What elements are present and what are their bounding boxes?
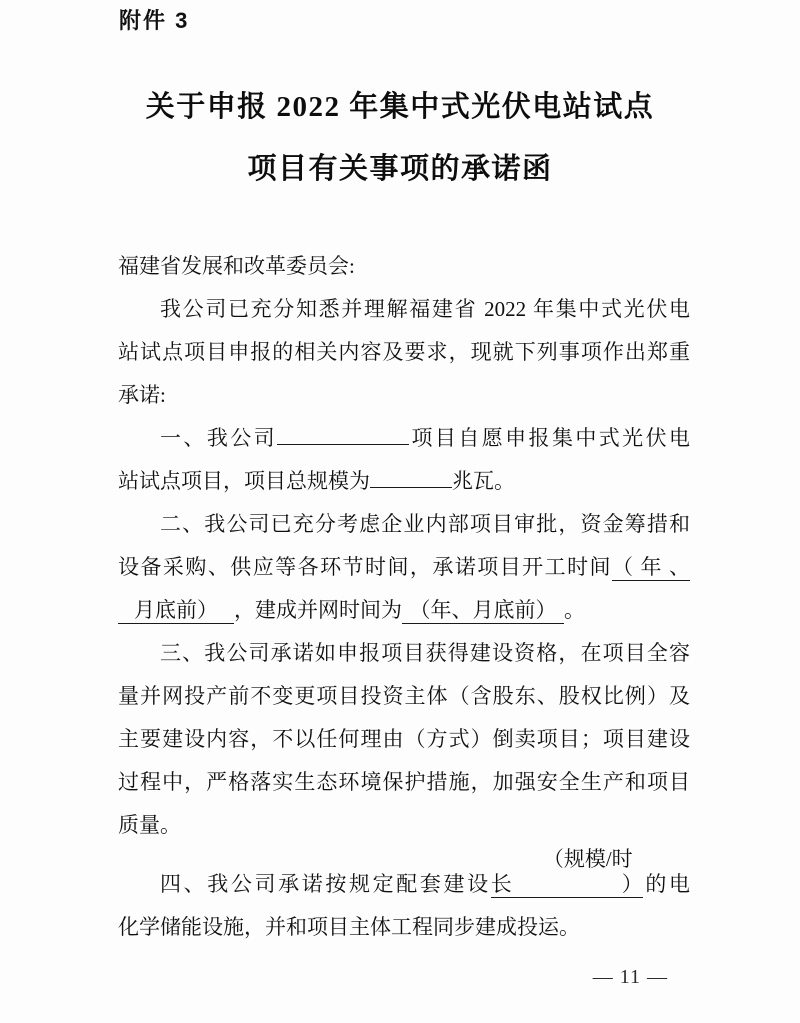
fill-in-blank: （规模/时长） (491, 847, 643, 898)
text-run: 福建省发展和改革委员会: (118, 254, 355, 278)
document-line (118, 761, 690, 804)
text-run: 三、我公司承诺如申报项目获得建设资格，在项目全容 (160, 641, 690, 665)
title-line-2: 项目有关事项的承诺函 (247, 153, 553, 185)
fill-in-blank (370, 466, 452, 488)
text-run: 过程中，严格落实生态环境保护措施，加强安全生产和项目 (118, 770, 690, 794)
page-number: — 11 — (592, 966, 668, 988)
text-run: 化学储能设施，并和项目主体工程同步建成投运。 (118, 915, 580, 940)
document-line (118, 331, 690, 374)
text-run: 项目自愿申报集中式光伏电 (409, 426, 691, 450)
document-line (118, 417, 690, 460)
text-run: 站试点项目申报的相关内容及要求，现就下列事项作出郑重 (118, 340, 690, 364)
text-run: ，建成并网时间为 (234, 598, 402, 622)
fill-in-blank: （年、月底前） (402, 598, 564, 624)
document-line (118, 675, 690, 718)
document-line (118, 847, 690, 906)
document-line (118, 589, 690, 632)
document-line (118, 804, 690, 847)
document-line (118, 374, 690, 417)
text-run: 一、我公司 (160, 426, 278, 450)
document-line (118, 632, 690, 675)
document-line (118, 906, 690, 949)
document-line (118, 245, 690, 288)
title-line-1: 关于申报 2022 年集中式光伏电站试点 (145, 91, 655, 123)
text-run: 站试点项目，项目总规模为 (118, 469, 370, 493)
text-run: 四、我公司承诺按规定配套建设 (160, 872, 491, 897)
text-run: 主要建设内容，不以任何理由（方式）倒卖项目；项目建设 (118, 727, 690, 751)
text-run: 设备采购、供应等各环节时间，承诺项目开工时间 (118, 555, 612, 579)
text-run: 质量。 (118, 813, 181, 837)
document-line (118, 503, 690, 546)
document-title (0, 76, 800, 200)
document-line (118, 460, 690, 503)
document-line (118, 546, 690, 589)
attachment-label: 附件 3 (119, 8, 190, 33)
text-run: 我公司已充分知悉并理解福建省 2022 年集中式光伏电 (160, 297, 690, 321)
document-body (118, 245, 690, 949)
text-run: 量并网投产前不变更项目投资主体（含股东、股权比例）及 (118, 684, 690, 708)
document-line (118, 288, 690, 331)
text-run: 。 (564, 598, 585, 622)
text-run: 的电 (642, 872, 690, 897)
document-line (118, 718, 690, 761)
fill-in-blank: （年、 (612, 555, 690, 581)
text-run: 二、我公司已充分考虑企业内部项目审批，资金筹措和 (160, 512, 690, 536)
fill-in-blank (277, 423, 409, 445)
text-run: 兆瓦。 (452, 469, 515, 493)
text-run: 承诺: (118, 383, 166, 407)
fill-in-blank: 月底前） (118, 598, 234, 624)
